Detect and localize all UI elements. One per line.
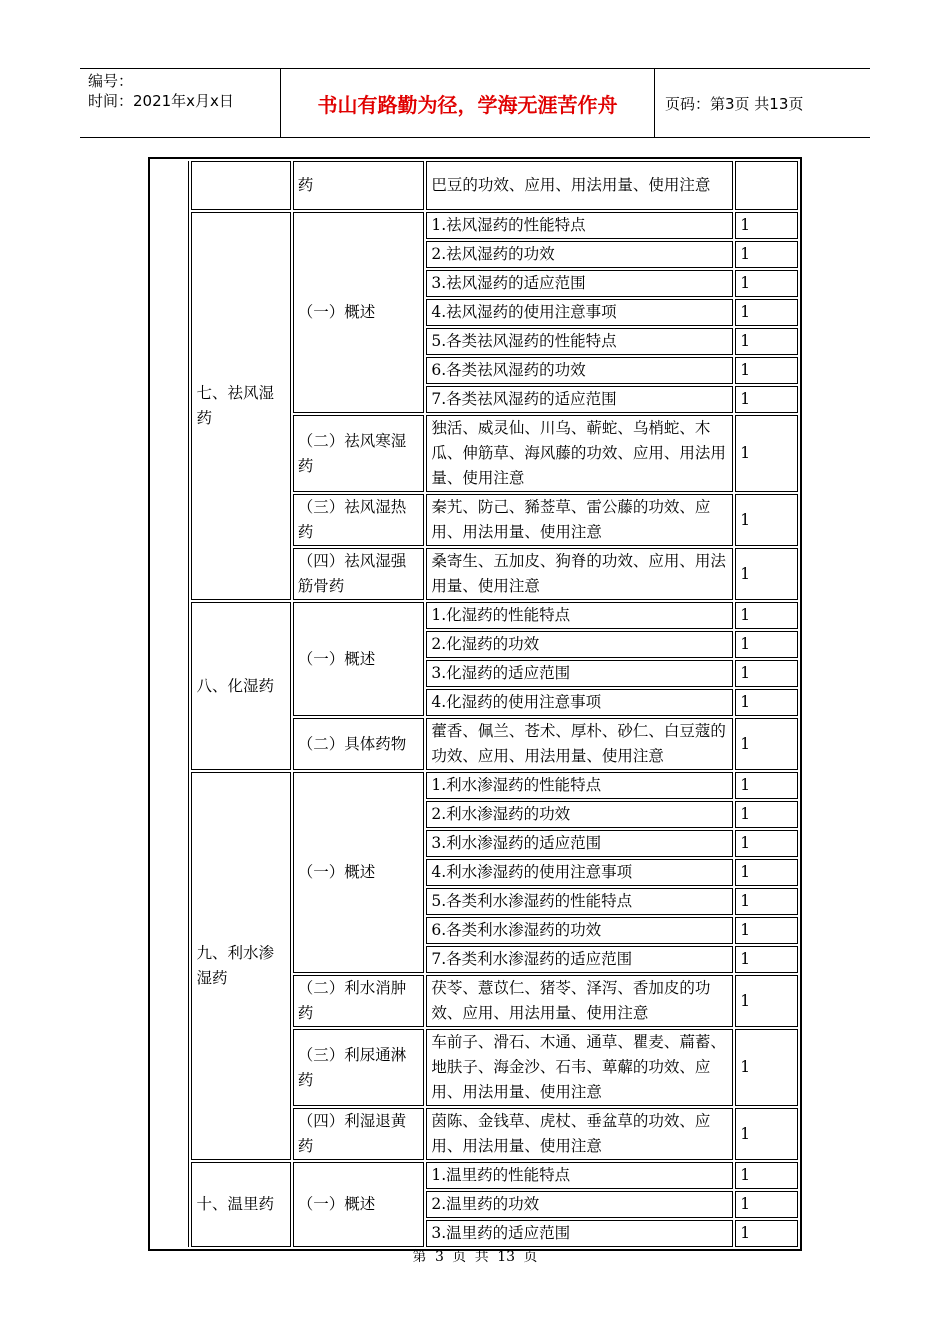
level-cell: 1 — [735, 299, 798, 326]
level-cell: 1 — [735, 548, 798, 600]
content-cell: 3.化湿药的适应范围 — [426, 660, 733, 687]
level-cell: 1 — [735, 801, 798, 828]
doc-number-label: 编号： — [88, 72, 134, 90]
level-cell: 1 — [735, 718, 798, 770]
level-cell: 1 — [735, 328, 798, 355]
content-cell: 7.各类祛风湿药的适应范围 — [426, 386, 733, 413]
content-cell: 独活、威灵仙、川乌、蕲蛇、乌梢蛇、木瓜、伸筋草、海风藤的功效、应用、用法用量、使用注意 — [426, 415, 733, 492]
level-cell: 1 — [735, 1162, 798, 1189]
header-motto: 书山有路勤为径，学海无涯苦作舟 — [281, 69, 655, 137]
section-cell: （一）概述 — [293, 212, 425, 413]
section-cell: 药 — [293, 161, 425, 210]
level-cell: 1 — [735, 1220, 798, 1247]
level-cell: 1 — [735, 241, 798, 268]
content-cell: 6.各类利水渗湿药的功效 — [426, 917, 733, 944]
content-cell: 茯苓、薏苡仁、猪苓、泽泻、香加皮的功效、应用、用法用量、使用注意 — [426, 975, 733, 1027]
level-cell: 1 — [735, 830, 798, 857]
content-cell: 车前子、滑石、木通、通草、瞿麦、萹蓄、地肤子、海金沙、石韦、萆薢的功效、应用、用法用量、使用注意 — [426, 1029, 733, 1106]
table-row — [152, 772, 798, 799]
level-cell: 1 — [735, 1108, 798, 1160]
header-page-number: 页码：第3页 共13页 — [665, 94, 804, 113]
table-row — [152, 602, 798, 629]
content-cell: 6.各类祛风湿药的功效 — [426, 357, 733, 384]
content-cell: 巴豆的功效、应用、用法用量、使用注意 — [426, 161, 733, 210]
header-meta — [80, 69, 281, 137]
level-cell: 1 — [735, 689, 798, 716]
outer-column-cell — [152, 161, 189, 1247]
level-cell: 1 — [735, 357, 798, 384]
section-cell: （三）利尿通淋药 — [293, 1029, 425, 1106]
chapter-cell: 七、祛风湿药 — [191, 212, 290, 600]
content-cell: 秦艽、防己、豨莶草、雷公藤的功效、应用、用法用量、使用注意 — [426, 494, 733, 546]
content-cell: 1.祛风湿药的性能特点 — [426, 212, 733, 239]
level-cell: 1 — [735, 415, 798, 492]
section-cell: （一）概述 — [293, 772, 425, 973]
section-cell: （三）祛风湿热药 — [293, 494, 425, 546]
level-cell: 1 — [735, 386, 798, 413]
level-cell: 1 — [735, 1029, 798, 1106]
content-cell: 1.温里药的性能特点 — [426, 1162, 733, 1189]
content-cell: 2.祛风湿药的功效 — [426, 241, 733, 268]
table-row — [152, 212, 798, 239]
content-cell: 4.祛风湿药的使用注意事项 — [426, 299, 733, 326]
section-cell: （二）祛风寒湿药 — [293, 415, 425, 492]
doc-date-label: 时间：2021年x月x日 — [88, 92, 234, 110]
level-cell — [735, 161, 798, 210]
content-cell: 2.温里药的功效 — [426, 1191, 733, 1218]
section-cell: （四）祛风湿强筋骨药 — [293, 548, 425, 600]
level-cell: 1 — [735, 212, 798, 239]
level-cell: 1 — [735, 660, 798, 687]
content-cell: 桑寄生、五加皮、狗脊的功效、应用、用法用量、使用注意 — [426, 548, 733, 600]
content-cell: 3.祛风湿药的适应范围 — [426, 270, 733, 297]
section-cell: （一）概述 — [293, 602, 425, 716]
content-cell: 3.温里药的适应范围 — [426, 1220, 733, 1247]
level-cell: 1 — [735, 1191, 798, 1218]
content-cell: 1.利水渗湿药的性能特点 — [426, 772, 733, 799]
page-footer: 第 3 页 共 13 页 — [412, 1249, 538, 1265]
level-cell: 1 — [735, 975, 798, 1027]
level-cell: 1 — [735, 772, 798, 799]
page-header — [80, 68, 870, 138]
level-cell: 1 — [735, 602, 798, 629]
level-cell: 1 — [735, 946, 798, 973]
content-cell: 4.利水渗湿药的使用注意事项 — [426, 859, 733, 886]
section-cell: （二）利水消肿药 — [293, 975, 425, 1027]
content-cell: 5.各类利水渗湿药的性能特点 — [426, 888, 733, 915]
content-cell: 5.各类祛风湿药的性能特点 — [426, 328, 733, 355]
content-cell: 茵陈、金钱草、虎杖、垂盆草的功效、应用、用法用量、使用注意 — [426, 1108, 733, 1160]
level-cell: 1 — [735, 631, 798, 658]
level-cell: 1 — [735, 888, 798, 915]
section-cell: （一）概述 — [293, 1162, 425, 1247]
content-cell: 1.化湿药的性能特点 — [426, 602, 733, 629]
content-cell: 4.化湿药的使用注意事项 — [426, 689, 733, 716]
content-cell: 藿香、佩兰、苍术、厚朴、砂仁、白豆蔻的功效、应用、用法用量、使用注意 — [426, 718, 733, 770]
chapter-cell: 八、化湿药 — [191, 602, 290, 770]
content-cell: 3.利水渗湿药的适应范围 — [426, 830, 733, 857]
section-cell: （四）利湿退黄药 — [293, 1108, 425, 1160]
section-cell: （二）具体药物 — [293, 718, 425, 770]
syllabus-table — [148, 157, 802, 1251]
chapter-cell: 十、温里药 — [191, 1162, 290, 1247]
level-cell: 1 — [735, 917, 798, 944]
table-row — [152, 1162, 798, 1189]
content-cell: 7.各类利水渗湿药的适应范围 — [426, 946, 733, 973]
level-cell: 1 — [735, 494, 798, 546]
content-cell: 2.利水渗湿药的功效 — [426, 801, 733, 828]
chapter-cell — [191, 161, 290, 210]
level-cell: 1 — [735, 270, 798, 297]
table-row — [152, 161, 798, 210]
chapter-cell: 九、利水渗湿药 — [191, 772, 290, 1160]
content-cell: 2.化湿药的功效 — [426, 631, 733, 658]
level-cell: 1 — [735, 859, 798, 886]
